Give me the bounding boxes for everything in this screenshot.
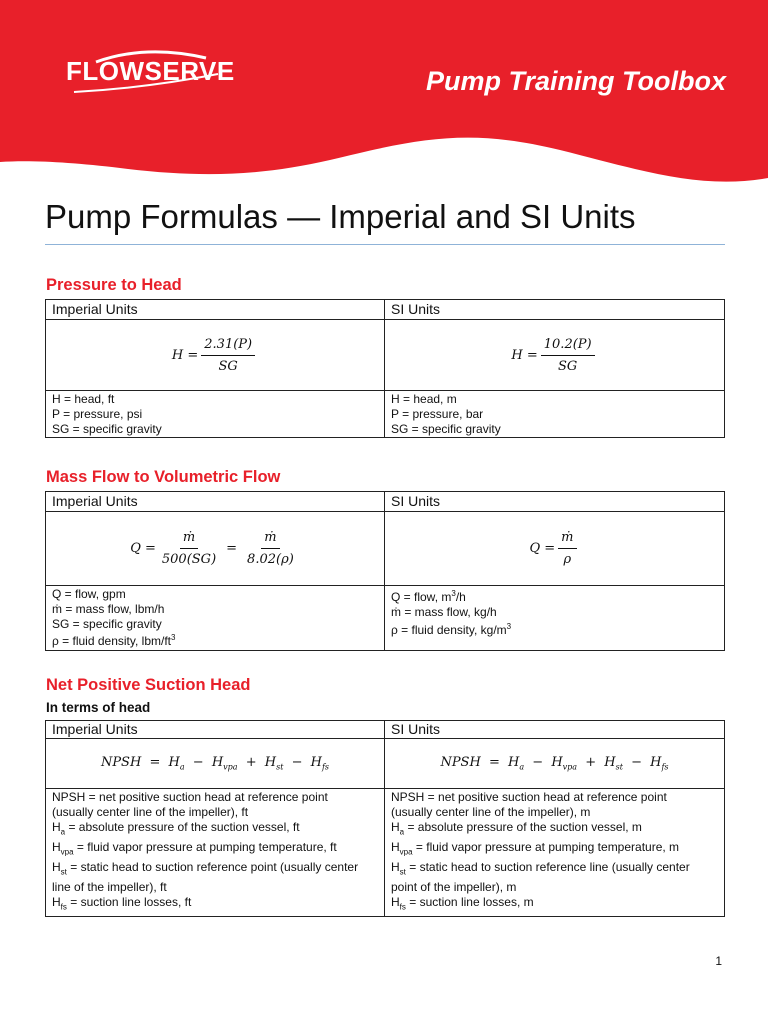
definition-line: [52, 820, 378, 840]
definition-text: = suction line losses, ft: [66, 894, 192, 909]
definition-line: SG = specific gravity: [52, 616, 162, 631]
subscript: a: [179, 762, 185, 772]
definition-line: NPSH = net positive suction head at reference point: [52, 790, 328, 804]
superscript: 3: [451, 589, 456, 598]
formula-denominator: ρ: [563, 552, 572, 567]
col-header-si: SI Units: [385, 721, 725, 739]
section-title-npsh: Net Positive Suction Head: [46, 676, 251, 694]
formula-symbol: H: [508, 755, 520, 771]
definition-text: = suction line losses, m: [405, 894, 534, 909]
definition-text: Q = flow, m: [391, 590, 452, 604]
definition-line: [52, 860, 378, 880]
definitions-npsh-si: [385, 789, 725, 917]
definitions-npsh-imperial: [46, 789, 385, 917]
subscript: st: [399, 867, 406, 877]
definition-line: [391, 620, 718, 638]
formula-pressure-imperial: [46, 320, 385, 391]
definition-line: [52, 895, 378, 915]
definition-text: /h: [455, 590, 466, 604]
formula-operator: −: [631, 755, 642, 771]
formula-pressure-si: [385, 320, 725, 391]
definition-line: ṁ = mass flow, lbm/h: [52, 601, 165, 616]
formula-term: [604, 755, 623, 770]
formula-symbol: H: [264, 755, 277, 771]
formula-operator: −: [192, 755, 204, 771]
definition-line: [391, 820, 718, 840]
subscript: a: [399, 826, 405, 836]
definition-line: SG = specific gravity: [52, 421, 162, 436]
definition-text: = absolute pressure of the suction vessel, ft: [65, 819, 300, 834]
definition-line: P = pressure, psi: [52, 406, 143, 421]
definition-line: point of the impeller), m: [391, 880, 517, 895]
formula-symbol: H: [168, 755, 180, 771]
formula-term: [508, 755, 524, 770]
formula-symbol: H: [650, 755, 662, 771]
definition-symbol: H: [391, 819, 400, 834]
col-header-si: SI Units: [385, 492, 725, 512]
formula-term: [311, 755, 329, 770]
definition-line: [52, 631, 378, 649]
formula-operator: −: [291, 755, 303, 771]
formula-symbol: H: [551, 755, 563, 771]
formula-term: [169, 755, 185, 770]
col-header-si: SI Units: [385, 300, 725, 320]
definition-line: ṁ = mass flow, kg/h: [391, 604, 497, 619]
definition-symbol: H: [391, 894, 400, 909]
definition-line: Q = flow, gpm: [52, 587, 126, 601]
definition-symbol: H: [391, 839, 400, 854]
flowserve-logo: [66, 48, 235, 104]
definition-line: [391, 587, 718, 605]
formula-lhs: H =: [511, 347, 538, 363]
formula-fraction: [558, 530, 576, 567]
massflow-table: [45, 491, 725, 651]
definition-symbol: H: [52, 819, 61, 834]
definitions-massflow-imperial: [46, 586, 385, 651]
subscript: st: [60, 867, 67, 877]
formula-numerator: ṁ: [261, 530, 279, 549]
subscript: vpa: [60, 847, 74, 857]
subscript: fs: [661, 762, 669, 772]
definition-line: P = pressure, bar: [391, 406, 484, 421]
section-title-pressure: Pressure to Head: [46, 276, 182, 294]
subscript: a: [519, 762, 525, 772]
subscript: vpa: [399, 847, 413, 857]
formula-term: [265, 755, 284, 770]
definition-symbol: H: [52, 894, 61, 909]
formula-npsh-si: [385, 739, 725, 789]
definition-text: = absolute pressure of the suction vessel, m: [404, 819, 642, 834]
formula-symbol: H: [211, 755, 224, 771]
superscript: 3: [171, 633, 176, 643]
definition-line: H = head, m: [391, 392, 457, 406]
title-divider: [45, 244, 725, 245]
subscript: fs: [321, 762, 330, 772]
npsh-table: [45, 720, 725, 917]
subscript: fs: [399, 902, 406, 912]
definition-line: SG = specific gravity: [391, 421, 501, 436]
formula-operator: −: [532, 755, 544, 771]
subscript: st: [615, 762, 623, 772]
formula-fraction: [201, 337, 255, 374]
toolbox-title: Pump Training Toolbox: [426, 66, 726, 96]
definition-symbol: H: [391, 859, 400, 874]
formula-massflow-si: [385, 512, 725, 586]
definition-text: = fluid vapor pressure at pumping temperature, m: [412, 839, 680, 854]
definition-line: [52, 840, 378, 860]
logo-text: FLOWSERVE: [66, 56, 235, 86]
col-header-imperial: Imperial Units: [46, 721, 385, 739]
definitions-massflow-si: [385, 586, 725, 651]
definitions-pressure-imperial: [46, 391, 385, 438]
subscript: a: [60, 826, 66, 836]
formula-equals: =: [226, 541, 238, 556]
formula-denominator: SG: [558, 358, 578, 374]
formula-term: [551, 755, 577, 770]
col-header-imperial: Imperial Units: [46, 300, 385, 320]
pressure-table: [45, 299, 725, 438]
formula-denominator: 500(SG): [161, 552, 217, 567]
definition-symbol: H: [52, 859, 61, 874]
formula-numerator: ṁ: [558, 530, 576, 549]
formula-denominator: 8.02(ρ): [247, 552, 294, 567]
page-title: Pump Formulas — Imperial and SI Units: [45, 198, 636, 235]
formula-equals: =: [488, 755, 500, 771]
formula-npsh-imperial: [46, 739, 385, 789]
subscript: fs: [60, 902, 67, 912]
definition-line: (usually center line of the impeller), m: [391, 804, 591, 819]
definition-text: ρ = fluid density, lbm/ft: [52, 634, 171, 649]
formula-numerator: 2.31(P): [201, 337, 255, 356]
definition-text: = fluid vapor pressure at pumping temperature, ft: [73, 839, 337, 854]
definition-text: ρ = fluid density, kg/m: [391, 622, 507, 637]
formula-term: NPSH: [100, 755, 142, 771]
section-title-massflow: Mass Flow to Volumetric Flow: [46, 468, 281, 486]
formula-operator: +: [245, 755, 257, 771]
formula-fraction: [244, 530, 297, 567]
formula-fraction: [541, 337, 595, 374]
formula-term: [212, 755, 238, 770]
section-subtitle-npsh: In terms of head: [46, 700, 151, 715]
formula-term: [650, 755, 668, 770]
formula-lhs: Q =: [529, 541, 556, 556]
definition-symbol: H: [52, 839, 61, 854]
formula-symbol: H: [310, 755, 322, 771]
subscript: vpa: [562, 762, 578, 772]
definition-line: NPSH = net positive suction head at reference point: [391, 790, 667, 804]
definition-line: H = head, ft: [52, 392, 115, 406]
formula-symbol: H: [604, 755, 616, 771]
formula-operator: +: [585, 755, 597, 771]
subscript: st: [276, 762, 284, 772]
page-number: 1: [715, 954, 722, 968]
formula-numerator: 10.2(P): [541, 337, 595, 356]
definition-text: = static head to suction reference line (usually center: [405, 859, 690, 874]
definitions-pressure-si: [385, 391, 725, 438]
definition-line: [391, 895, 718, 915]
formula-fraction: [159, 530, 219, 567]
subscript: vpa: [223, 762, 238, 772]
formula-lhs: Q =: [130, 541, 156, 556]
formula-numerator: ṁ: [180, 530, 198, 549]
col-header-imperial: Imperial Units: [46, 492, 385, 512]
formula-massflow-imperial: [46, 512, 385, 586]
definition-line: (usually center line of the impeller), ft: [52, 804, 249, 819]
formula-equals: =: [149, 755, 161, 771]
definition-text: = static head to suction reference point (usually center: [66, 859, 359, 874]
definition-line: line of the impeller), ft: [52, 880, 167, 895]
definition-line: [391, 840, 718, 860]
formula-term: NPSH: [440, 755, 481, 771]
definition-line: [391, 860, 718, 880]
formula-denominator: SG: [218, 358, 238, 374]
superscript: 3: [506, 621, 512, 631]
formula-lhs: H =: [171, 347, 199, 363]
